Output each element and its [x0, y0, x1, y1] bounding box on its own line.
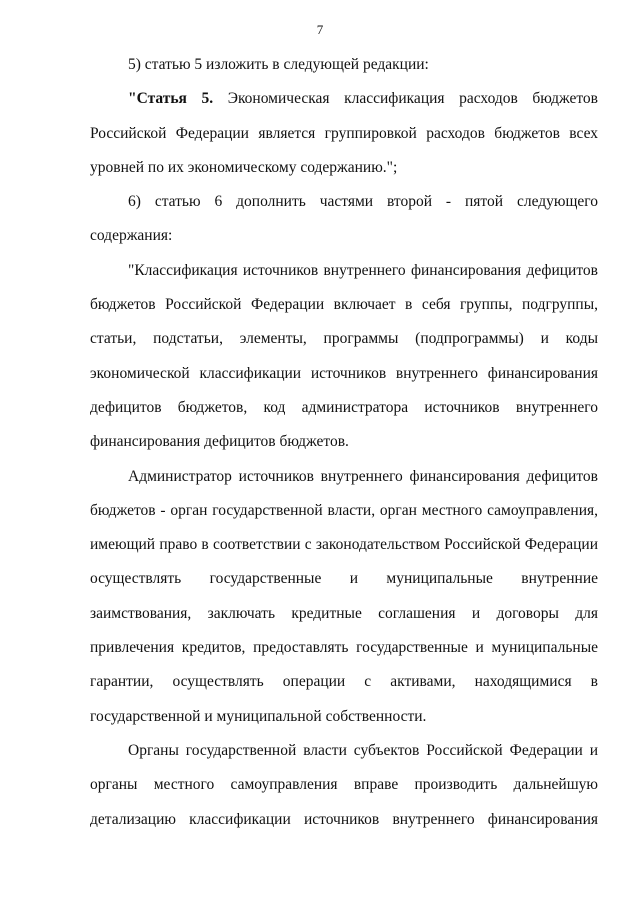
- article-5-heading: "Статья 5.: [128, 90, 214, 108]
- document-body: [90, 48, 598, 837]
- page-number: 7: [316, 22, 324, 37]
- paragraph-administrator: Администратор источников внутреннего финансирования дефицитов бюджетов - орган государственной власти, орган местного самоуправления, имеющий право в соответствии с законодательством Российской Федерации осуществлять государственные и муниципальные внутренние заимствования, заключать кредитные соглашения и договоры для привлечения кредитов, предоставлять государственные и муниципальные гарантии, осуществлять операции с активами, находящимися в государственной и муниципальной собственности.: [90, 467, 598, 725]
- paragraph-article-5-intro: 5) статью 5 изложить в следующей редакции:: [128, 56, 429, 73]
- paragraph-authorities: Органы государственной власти субъектов Российской Федерации и органы местного самоуправления вправе производить дальнейшую детализацию классификации источников внутреннего финансирования: [90, 741, 598, 828]
- paragraph-article-5-text: [90, 82, 598, 185]
- paragraph-classification: "Классификация источников внутреннего финансирования дефицитов бюджетов Российской Федерации включает в себя группы, подгруппы, статьи, подстатьи, элементы, программы (подпрограммы) и коды экономической классификации источников внутреннего финансирования дефицитов бюджетов, код администратора источников внутреннего финансирования дефицитов бюджетов.: [90, 261, 598, 451]
- article-5-body: Экономическая классификация расходов бюджетов Российской Федерации является группировкой расходов бюджетов всех уровней по их экономическому содержанию.";: [90, 90, 598, 176]
- paragraph-article-6-intro: 6) статью 6 дополнить частями второй - пятой следующего содержания:: [90, 193, 598, 245]
